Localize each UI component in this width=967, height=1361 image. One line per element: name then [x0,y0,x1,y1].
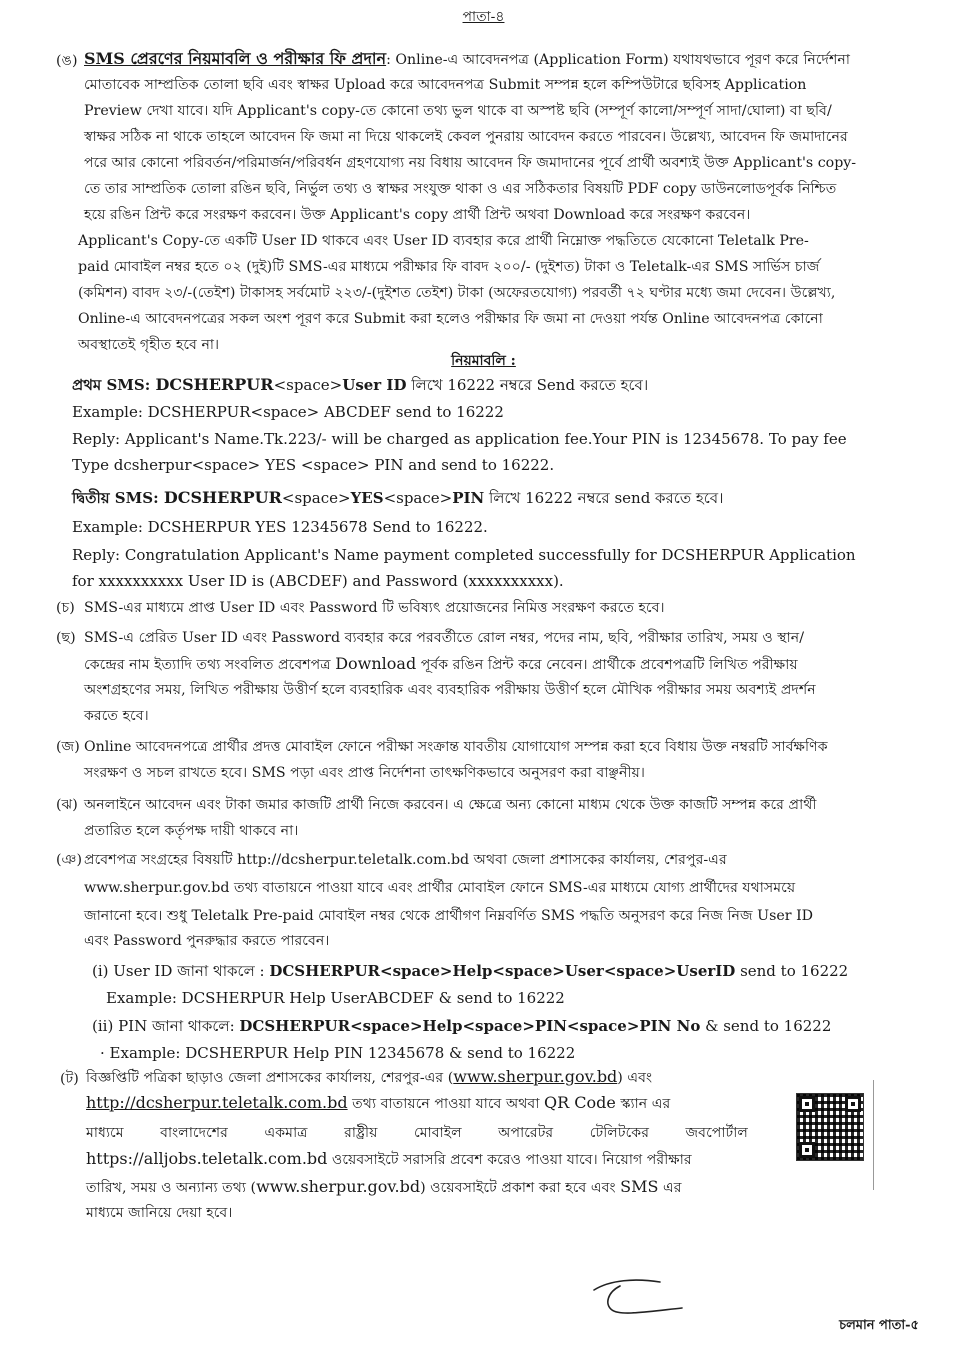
recovery-pin-line: (ii) PIN জানা থাকলে: DCSHERPUR<space>Help<space>PIN<space>PIN No & send to 16222 [92,1017,832,1035]
section-ta-line-6: মাধ্যমে জানিয়ে দেয়া হবে। [86,1205,233,1221]
section-uma-line-10: (কমিশন) বাবদ ২৩/-(তেইশ) টাকাসহ সর্বমোট ২২৩/-(দুইশত তেইশ) টাকা (অফেরতযোগ্য) পরবর্তী ৭২ ঘণ্টার মধ্যে জমা দেবেন। উল্লেখ্য, [78,285,836,301]
section-uma-line-8: Applicant's Copy-তে একটি User ID থাকবে এবং User ID ব্যবহার করে প্রার্থী নিম্নোক্ত পদ্ধতিতে যেকোনো Teletalk Pre- [78,233,809,249]
qr-code-icon[interactable] [796,1093,864,1161]
section-marker: (ছ) [56,630,76,646]
continued-page-label: চলমান পাতা-৫ [839,1318,919,1333]
margin-line [873,1080,874,1190]
section-chha-line-1: SMS-এ প্রেরিত User ID এবং Password ব্যবহার করে পরবর্তীতে রোল নম্বর, পদের নাম, ছবি, পরীক্ষার তারিখ, সময় ও স্থান/ [84,630,805,646]
section-chha-line-2: কেন্দ্রের নাম ইত্যাদি তথ্য সংবলিত প্রবেশপত্র Download পূর্বক রঙিন প্রিন্ট করে নেবেন। প্রার্থীকে প্রবেশপত্রটি লিখিত পরীক্ষায় [84,654,798,673]
signature-icon [590,1272,690,1322]
section-uma-line-3: Preview দেখা যাবে। যদি Applicant's copy-তে কোনো তথ্য ভুল থাকে বা অস্পষ্ট ছবি (সম্পূর্ণ কালো/সম্পূর্ণ সাদা/ঘোলা) বা ছবি/ [84,103,832,119]
section-nya-line-3: জানানো হবে। শুধু Teletalk Pre-paid মোবাইল নম্বর থেকে প্রার্থীগণ নিম্নবর্ণিত SMS পদ্ধতি অনুসরণ করে নিজ নিজ User ID [84,908,814,924]
section-ta-line-4: https://alljobs.teletalk.com.bd ওয়েবসাইটে সরাসরি প্রবেশ করেও পাওয়া যাবে। নিয়োগ পরীক্ষার [86,1149,692,1168]
section-cha-text: SMS-এর মাধ্যমে প্রাপ্ত User ID এবং Password টি ভবিষ্যৎ প্রয়োজনের নিমিত্ত সংরক্ষণ করতে হবে। [84,600,665,616]
first-sms-reply-2: Type dcsherpur<space> YES <space> PIN and send to 16222. [72,456,555,474]
section-nya-line-1: প্রবেশপত্র সংগ্রহের বিষয়টি http://dcsherpur.teletalk.com.bd অথবা জেলা প্রশাসকের কার্যালয়, শেরপুর-এর [84,852,727,868]
section-uma-line-7: হয়ে রঙিন প্রিন্ট করে সংরক্ষণ করবেন। উক্ত Applicant's copy প্রার্থী প্রিন্ট অথবা Download করে সংরক্ষণ করবেন। [84,207,751,223]
section-marker: (ট) [60,1071,79,1087]
page-number: পাতা-৪ [462,9,505,25]
section-uma-line-5: পরে আর কোনো পরিবর্তন/পরিমার্জন/পরিবর্ধন গ্রহণযোগ্য নয় বিধায় আবেদন ফি জমাদানের পূর্বে প্রার্থী অবশ্যই উক্ত Applicant's copy- [84,155,857,171]
first-sms-reply-1: Reply: Applicant's Name.Tk.223/- will be charged as application fee.Your PIN is 12345678. To pay fee [72,430,847,448]
second-sms-line: দ্বিতীয় SMS: DCSHERPUR<space>YES<space>PIN লিখে 16222 নম্বরে send করতে হবে। [72,488,724,507]
section-uma-line-11: Online-এ আবেদনপত্রের সকল অংশ পূরণ করে Submit করা হলেও পরীক্ষার ফি জমা না দেওয়া পর্যন্ত Online আবেদনপত্র কোনো [78,311,823,327]
section-uma-line-4: স্বাক্ষর সঠিক না থাকে তাহলে আবেদন ফি জমা না দিয়ে থাকলেই কেবল পুনরায় আবেদন করতে পারবেন। উল্লেখ্য, আবেদন ফি জমাদানের [84,129,848,145]
first-sms-line: প্রথম SMS: DCSHERPUR<space>User ID লিখে 16222 নম্বরে Send করতে হবে। [72,375,649,394]
section-ja-line-2: সংরক্ষণ ও সচল রাখতে হবে। SMS পড়া এবং প্রাপ্ত নির্দেশনা তাৎক্ষণিকভাবে অনুসরণ করা বাঞ্ছনীয়। [84,765,645,781]
section-ja-line-1: Online আবেদনপত্রে প্রার্থীর প্রদত্ত মোবাইল ফোনে পরীক্ষা সংক্রান্ত যাবতীয় যোগাযোগ সম্পন্ন করা হবে বিধায় উক্ত নম্বরটি সার্বক্ষণিক [84,739,828,755]
section-ta-line-3: মাধ্যমে বাংলাদেশের একমাত্র রাষ্ট্রীয় মোবাইল অপারেটর টেলিটকের জবপোর্টাল [86,1125,748,1141]
section-ta-line-1: বিজ্ঞপ্তিটি পত্রিকা ছাড়াও জেলা প্রশাসকের কার্যালয়, শেরপুর-এর (www.sherpur.gov.bd) এবং [86,1067,653,1086]
section-chha-line-3: অংশগ্রহণের সময়, লিখিত পরীক্ষায় উত্তীর্ণ হলে ব্যবহারিক এবং ব্যবহারিক পরীক্ষায় উত্তীর্ণ হলে মৌখিক পরীক্ষার সময় অবশ্যই প্রদর্শন [84,682,816,698]
qr-finder-pattern [845,1096,861,1112]
section-marker: (চ) [56,600,75,616]
section-marker: (জ) [56,739,80,755]
section-ta-line-2: http://dcsherpur.teletalk.com.bd তথ্য বাতায়নে পাওয়া যাবে অথবা QR Code স্ক্যান এর [86,1093,671,1112]
alljobs-teletalk-link[interactable]: https://alljobs.teletalk.com.bd [86,1149,328,1168]
first-sms-example: Example: DCSHERPUR<space> ABCDEF send to 16222 [72,403,504,421]
recovery-pin-example: · Example: DCSHERPUR Help PIN 12345678 & send to 16222 [100,1044,576,1062]
second-sms-reply-2: for xxxxxxxxxx User ID is (ABCDEF) and Password (xxxxxxxxxx). [72,572,564,590]
dcsherpur-teletalk-link[interactable]: http://dcsherpur.teletalk.com.bd [237,852,470,868]
recovery-userid-line: (i) User ID জানা থাকলে : DCSHERPUR<space>Help<space>User<space>UserID send to 16222 [92,962,849,980]
section-uma-line-6: তে তার সাম্প্রতিক তোলা রঙিন ছবি, নির্ভুল তথ্য ও স্বাক্ষর সংযুক্ত থাকা ও এর সঠিকতার বিষয়টি PDF copy ডাউনলোডপূর্বক নিশ্চিত [84,181,837,197]
section-marker: (ঙ) [56,53,78,69]
second-sms-reply-1: Reply: Congratulation Applicant's Name payment completed successfully for DCSHERPUR Application [72,546,856,564]
dcsherpur-teletalk-link[interactable]: http://dcsherpur.teletalk.com.bd [86,1093,348,1112]
section-uma-line-2: মোতাবেক সাম্প্রতিক তোলা ছবি এবং স্বাক্ষর Upload করে আবেদনপত্র Submit সম্পন্ন হলে কম্পিউটারে ছবিসহ Application [84,77,807,93]
qr-finder-pattern [799,1142,815,1158]
section-marker: (ঞ) [56,852,83,868]
second-sms-example: Example: DCSHERPUR YES 12345678 Send to 16222. [72,518,488,536]
sherpur-gov-link[interactable]: www.sherpur.gov.bd [84,880,230,896]
recovery-userid-example: Example: DCSHERPUR Help UserABCDEF & send to 16222 [106,989,565,1007]
section-marker: (ঝ) [56,797,78,813]
section-jha-line-1: অনলাইনে আবেদন এবং টাকা জমার কাজটি প্রার্থী নিজে করবেন। এ ক্ষেত্রে অন্য কোনো মাধ্যম থেকে উক্ত কাজটি সম্পন্ন করে প্রার্থী [84,797,817,813]
section-jha-line-2: প্রতারিত হলে কর্তৃপক্ষ দায়ী থাকবে না। [84,823,299,839]
sherpur-gov-link[interactable]: www.sherpur.gov.bd [453,1067,618,1086]
section-uma-line-12: অবস্থাতেই গৃহীত হবে না। [78,337,220,353]
section-nya-line-4: এবং Password পুনরুদ্ধার করতে পারবেন। [84,933,330,949]
section-ta-line-5: তারিখ, সময় ও অন্যান্য তথ্য (www.sherpur.gov.bd) ওয়েবসাইটে প্রকাশ করা হবে এবং SMS এর [86,1177,682,1196]
section-nya-line-2: www.sherpur.gov.bd তথ্য বাতায়নে পাওয়া যাবে এবং প্রার্থীর মোবাইল ফোনে SMS-এর মাধ্যমে যোগ্য প্রার্থীদের যথাসময়ে [84,880,796,896]
qr-finder-pattern [799,1096,815,1112]
sherpur-gov-link[interactable]: www.sherpur.gov.bd [256,1177,421,1196]
section-chha-line-4: করতে হবে। [84,708,149,724]
section-heading: SMS প্রেরণের নিয়মাবলি ও পরীক্ষার ফি প্রদান [84,49,387,68]
rules-heading: নিয়মাবলি : [451,353,516,369]
section-uma-line-9: paid মোবাইল নম্বর হতে ০২ (দুই)টি SMS-এর মাধ্যমে পরীক্ষার ফি বাবদ ২০০/- (দুইশত) টাকা ও Teletalk-এর SMS সার্ভিস চার্জ [78,259,820,275]
section-uma-line-1: SMS প্রেরণের নিয়মাবলি ও পরীক্ষার ফি প্রদান: Online-এ আবেদনপত্র (Application Form) যথাযথভাবে পূরণ করে নির্দেশনা [84,49,850,68]
